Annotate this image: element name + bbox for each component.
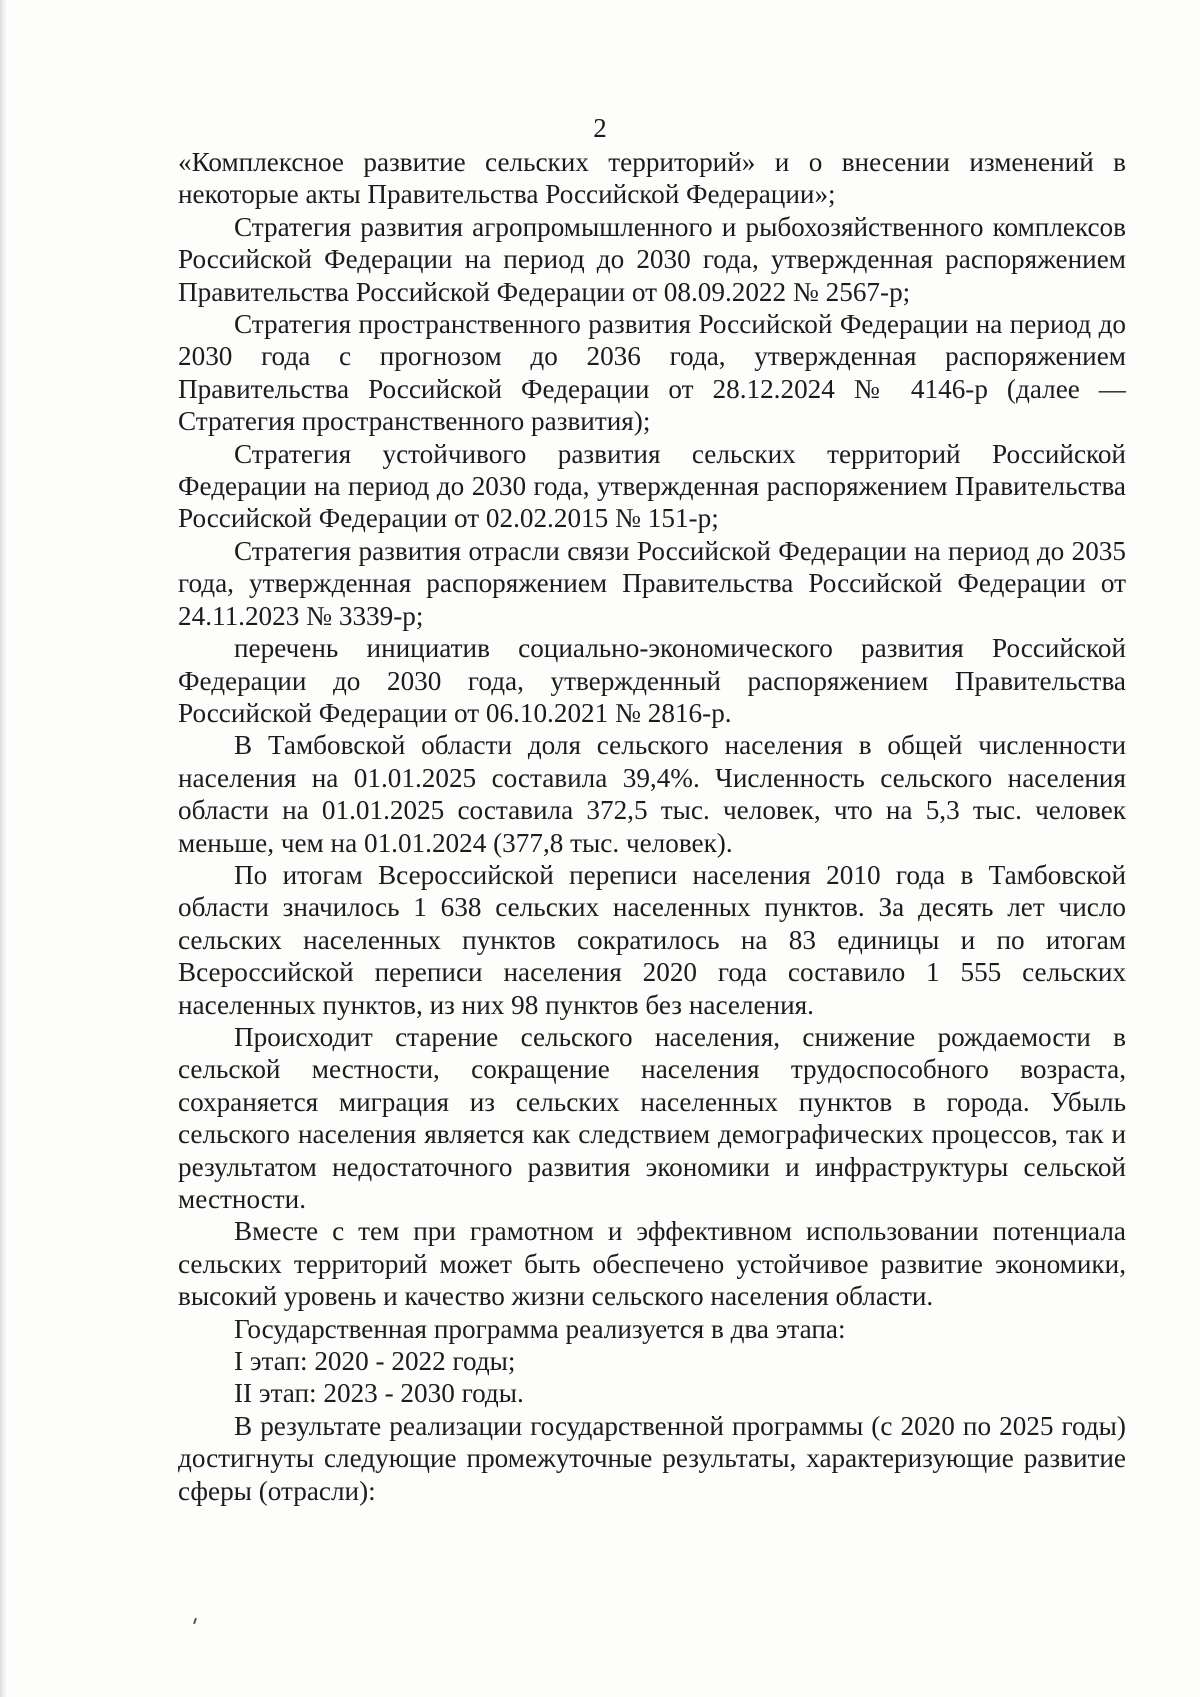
- paragraph-communications-strategy: Стратегия развития отрасли связи Российской Федерации на период до 2035 года, утвержденная распоряжением Правительства Российской Федерации от 24.11.2023 № 3339-р;: [178, 535, 1126, 631]
- paragraph-stages-intro: Государственная программа реализуется в два этапа:: [234, 1313, 846, 1344]
- paragraph-potential: Вместе с тем при грамотном и эффективном использовании потенциала сельских территорий может быть обеспечено устойчивое развитие экономики, высокий уровень и качество жизни сельского населения области.: [178, 1216, 1126, 1312]
- paragraph-census: По итогам Всероссийской переписи населения 2010 года в Тамбовской области значилось 1 638 сельских населенных пунктов. За десять лет число сельских населенных пунктов сократилось на 83 единицы и по итогам Всероссийской переписи населения 2020 года составило 1 555 сельских населенных пунктов, из них 98 пунктов без населения.: [178, 859, 1126, 1020]
- page-number: 2: [593, 113, 607, 143]
- paragraph-agro-strategy: Стратегия развития агропромышленного и рыбохозяйственного комплексов Российской Федерации на период до 2030 года, утвержденная распоряжением Правительства Российской Федерации от 08.09.2022 № 2567-р;: [178, 211, 1126, 307]
- paragraph-rural-population: В Тамбовской области доля сельского населения в общей численности населения на 01.01.2025 составила 39,4%. Численность сельского населения области на 01.01.2025 составила 372,5 тыс. человек, что на 5,3 тыс. человек меньше, чем на 01.01.2024 (377,8 тыс. человек).: [178, 730, 1126, 858]
- paragraph-spatial-strategy: Стратегия пространственного развития Российской Федерации на период до 2030 года с прогнозом до 2036 года, утвержденная распоряжением Правительства Российской Федерации от 28.12.2024 № 4146-р (далее — Стратегия пространственного развития);: [178, 309, 1126, 437]
- paragraph-continuation: «Комплексное развитие сельских территорий» и о внесении изменений в некоторые акты Правительства Российской Федерации»;: [178, 147, 1126, 210]
- scan-edge-shadow: [0, 0, 7, 1697]
- paragraph-stage-1: I этап: 2020 - 2022 годы;: [234, 1346, 516, 1377]
- document-body: [178, 146, 1126, 1507]
- paragraph-aging: Происходит старение сельского населения, снижение рождаемости в сельской местности, сокращение населения трудоспособного возраста, сохраняется миграция из сельских населенных пунктов в города. Убыль сельского населения является как следствием демографических процессов, так и результатом недостаточного развития экономики и инфраструктуры сельской местности.: [178, 1021, 1126, 1214]
- scan-speck: [193, 1618, 197, 1624]
- paragraph-results: В результате реализации государственной программы (с 2020 по 2025 годы) достигнуты следующие промежуточные результаты, характеризующие развитие сферы (отрасли):: [178, 1410, 1126, 1506]
- paragraph-initiatives-list: перечень инициатив социально-экономического развития Российской Федерации до 2030 года, утвержденный распоряжением Правительства Российской Федерации от 06.10.2021 № 2816-р.: [178, 633, 1126, 728]
- paragraph-rural-strategy: Стратегия устойчивого развития сельских территорий Российской Федерации на период до 2030 года, утвержденная распоряжением Правительства Российской Федерации от 02.02.2015 № 151-р;: [178, 438, 1126, 534]
- paragraph-stage-2: II этап: 2023 - 2030 годы.: [234, 1378, 524, 1409]
